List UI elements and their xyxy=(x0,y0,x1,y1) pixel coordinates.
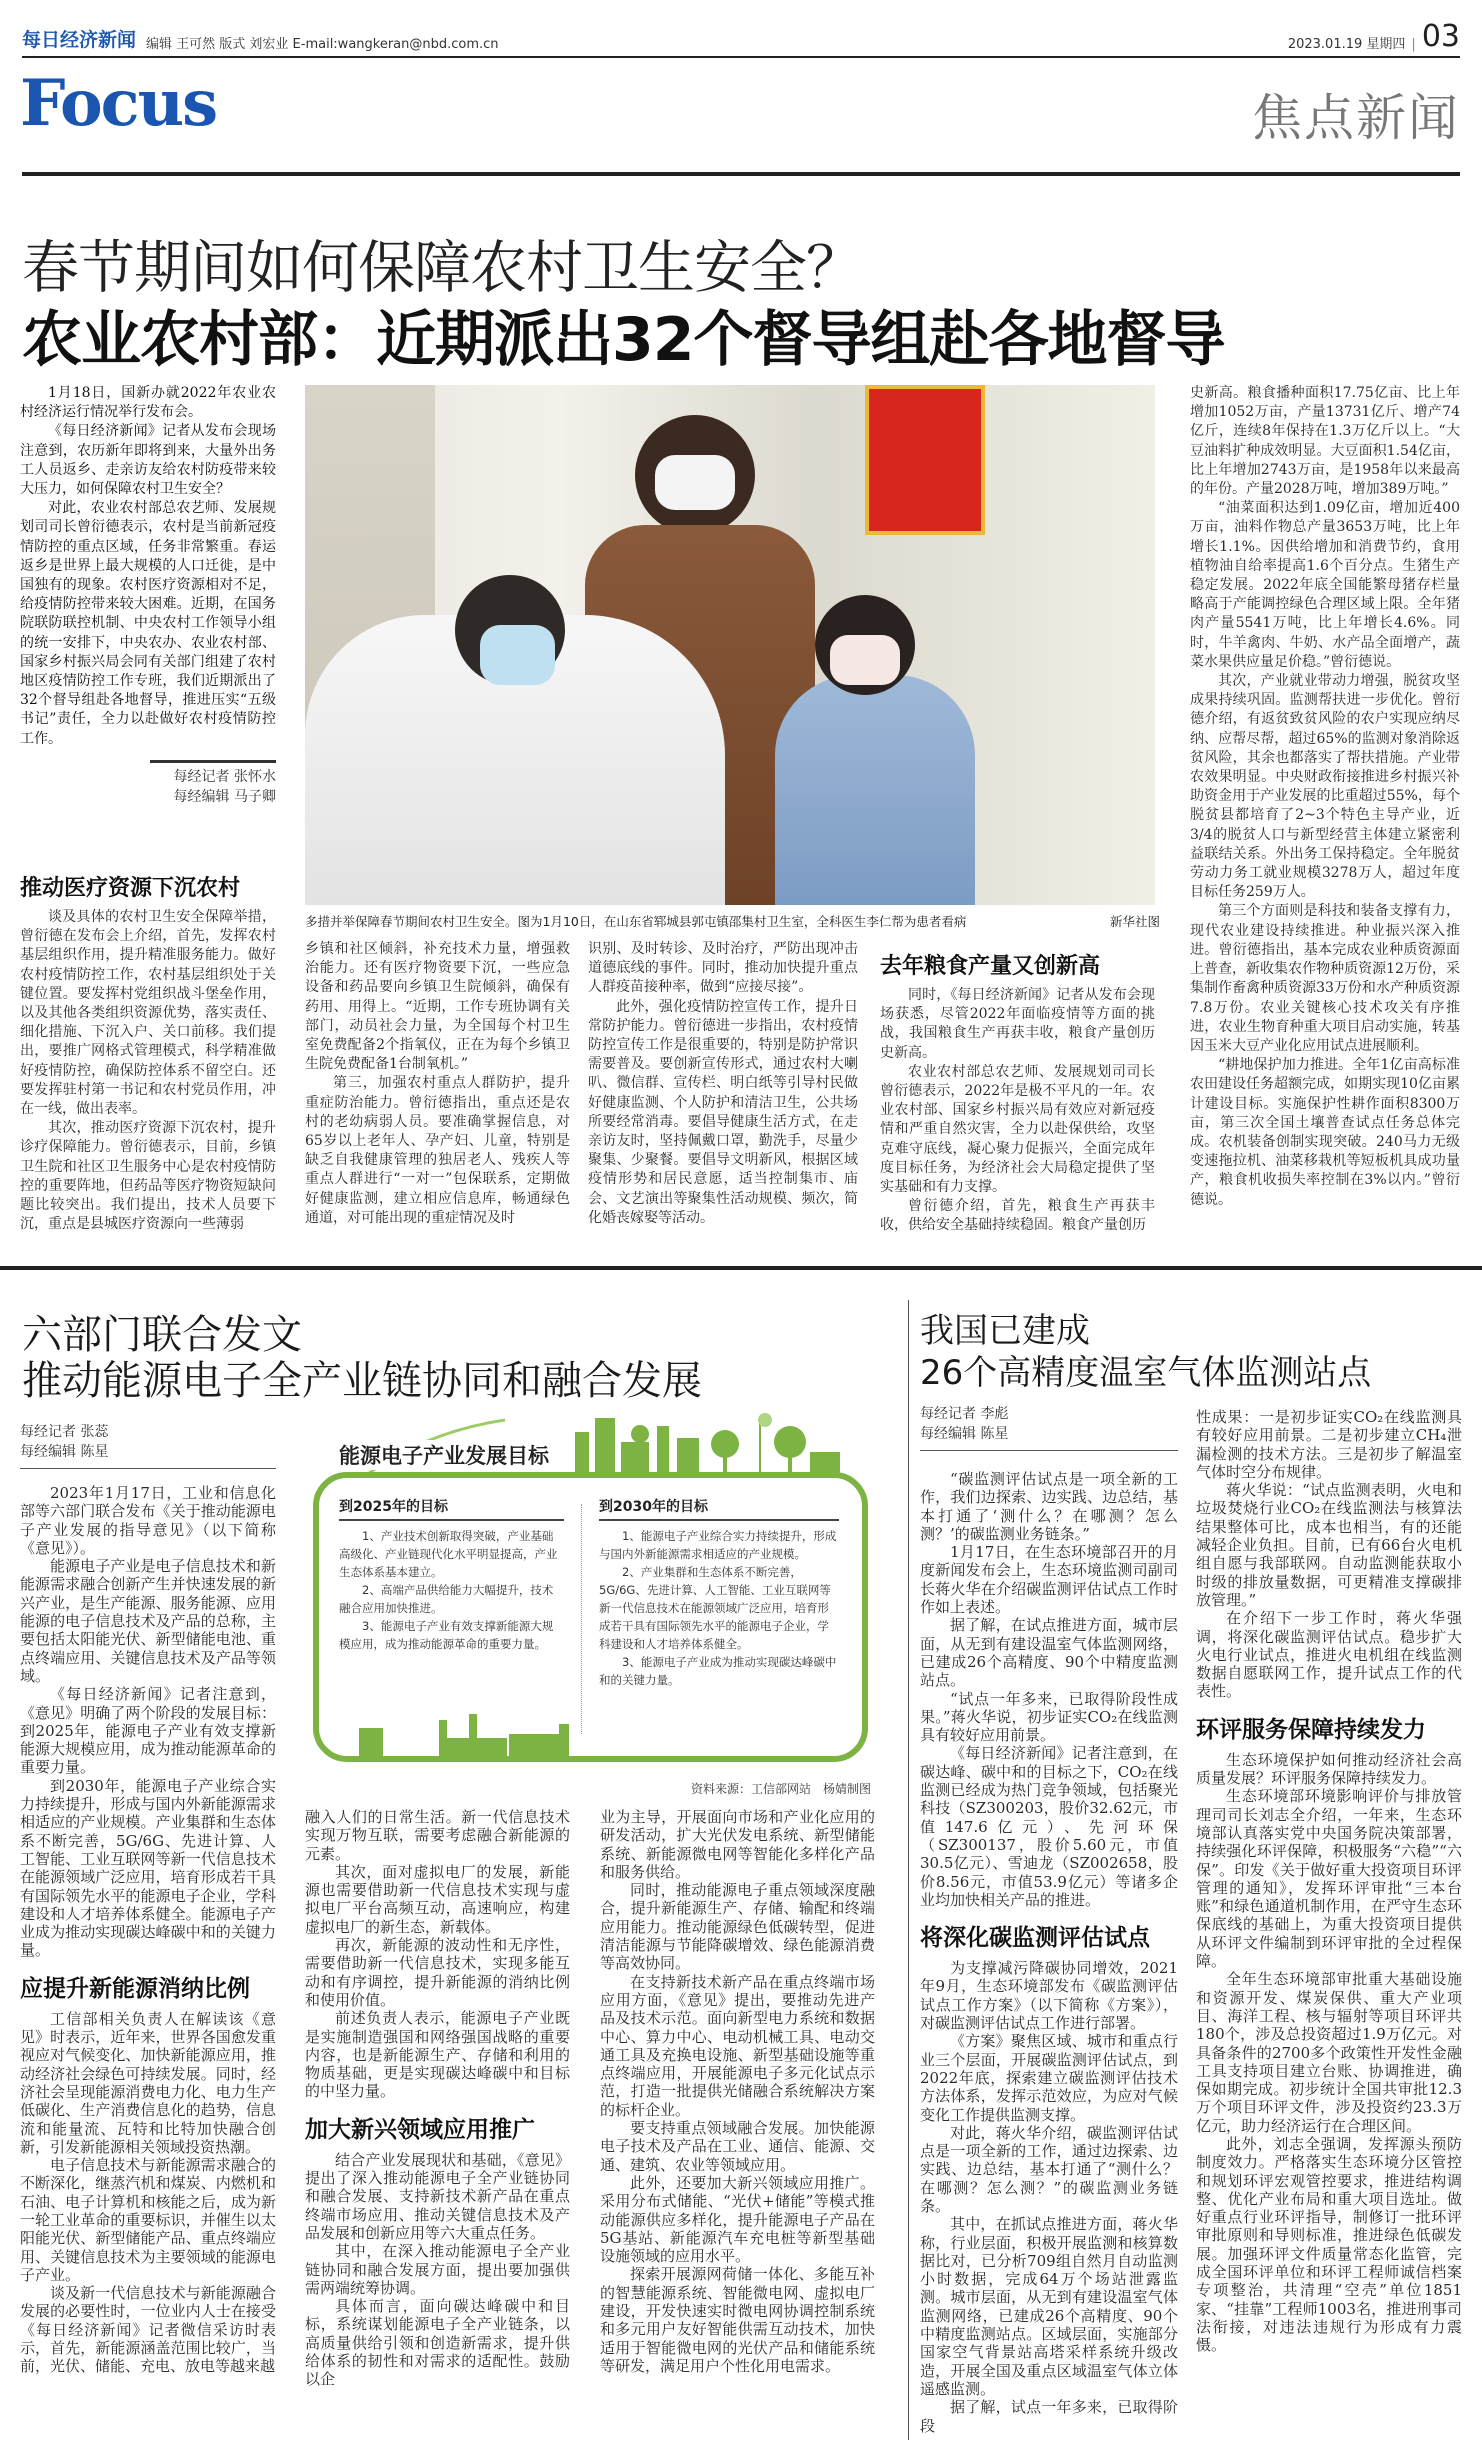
paragraph: 乡镇和社区倾斜，补充技术力量，增强救治能力。还有医疗物资要下沉，一些应急设备和药品要向乡镇卫生院倾斜，确保有药用、用得上。“近期，工作专班协调有关部门，动员社会力量，为全国每个村卫生室免费配备2个指氧仪，正在为每个乡镇卫生院免费配备1台制氧机。” xyxy=(305,941,570,1073)
paragraph: 能源电子产业是电子信息技术和新能源需求融合创新产生并快速发展的新兴产业，是生产能源、服务能源、应用能源的电子信息技术及产品的总称，主要包括太阳能光伏、新型储能电池、重点终端应用、关键信息技术及产品等领域。 xyxy=(20,1557,276,1685)
paragraph: 前述负责人表示，能源电子产业既是实施制造强国和网络强国战略的重要内容，也是新能源生产、存储和利用的物质基础，更是实现碳达峰碳中和目标的中坚力量。 xyxy=(305,2009,570,2101)
carbon-headline xyxy=(920,1310,1371,1394)
paragraph: 电子信息技术与新能源需求融合的不断深化，继蒸汽机和煤炭、内燃机和石油、电子计算机和核能之后，成为新一轮工业革命的重要标识，并催生以太阳能光伏、新型储能产品、重点终端应用、关键信息技术为主要领域的能源电子产业。 xyxy=(20,2156,276,2284)
paragraph: 1月17日，在生态环境部召开的月度新闻发布会上，生态环境监测司副司长蒋火华在介绍碳监测评估试点工作时作如上表述。 xyxy=(920,1543,1178,1617)
paragraph: 性成果：一是初步证实CO₂在线监测具有较好应用前景。二是初步建立CH₄泄漏检测的技术方法。三是初步了解温室气体时空分布规律。 xyxy=(1196,1408,1462,1481)
infographic xyxy=(305,1412,875,1797)
headline-line-2: 推动能源电子全产业链协同和融合发展 xyxy=(22,1358,702,1404)
subheading: 将深化碳监测评估试点 xyxy=(920,1925,1150,1952)
article-column xyxy=(600,1808,875,2444)
article-column xyxy=(880,950,1155,1256)
issue-date: 2023.01.19 星期四 xyxy=(1287,37,1406,52)
paragraph: 再次，新能源的波动性和无序性，需要借助新一代信息技术，实现多能互动和有序调控，提升新能源的消纳比例和使用价值。 xyxy=(305,1936,570,2009)
paragraph: 到2030年，能源电子产业综合实力持续提升，形成与国内外新能源需求相适应的产业规模。产业集群和生态体系不断完善，5G/6G、先进计算、人工智能、工业互联网等新一代信息技术在能源领域广泛应用，培育形成若干具有国际领先水平的能源电子企业，学科建设和人才培养体系健全。能源电子产业成为推动实现碳达峰碳中和的关键力量。 xyxy=(20,1776,276,1960)
byline xyxy=(150,760,276,807)
infographic-title: 能源电子产业发展目标 xyxy=(333,1440,555,1470)
paragraph: 生态环境部环境影响评价与排放管理司司长刘志全介绍，一年来，生态环境部认真落实党中央国务院决策部署，持续强化环评保障，积极服务“六稳”“六保”。印发《关于做好重大投资项目环评管理的通知》，发挥环评审批“三本台账”和绿色通道机制作用，在严守生态环保底线的基础上，为重大投资项目提供从环评文件编制到环评审批的全过程保障。 xyxy=(1196,1787,1462,1971)
infographic-source: 资料来源：工信部网站 杨婧制图 xyxy=(690,1782,871,1796)
red-couplet xyxy=(865,385,985,535)
photo-caption xyxy=(305,912,1160,930)
section-rule xyxy=(22,172,1460,176)
paragraph: 农业农村部总农艺师、发展规划司司长曾衍德表示，2022年是极不平凡的一年。农业农村部、国家乡村振兴局有效应对新冠疫情和严重自然灾害，全力以赴保供给，攻坚克难守底线，凝心聚力促振兴，全面完成年度目标任务，为经济社会大局稳定提供了坚实基础和有力支撑。 xyxy=(880,1063,1155,1196)
article-divider xyxy=(0,1266,1482,1270)
paragraph: 对此，蒋火华介绍，碳监测评估试点是一项全新的工作，通过边探索、边实践、边总结，基本打通了“测什么？在哪测？怎么测？”的碳监测业务链条。 xyxy=(920,2123,1178,2215)
caption-text: 多措并举保障春节期间农村卫生安全。图为1月10日，在山东省郓城县郭屯镇邵集村卫生室，全科医生李仁帮为患者看病 xyxy=(305,914,967,929)
paragraph: 具体而言，面向碳达峰碳中和目标，系统谋划能源电子全产业链条，以高质量供给引领和创造新需求，提升供给体系的韧性和对需求的适配性。鼓励以企 xyxy=(305,2297,570,2389)
subheading: 加大新兴领域应用推广 xyxy=(305,2116,535,2143)
paragraph: 其次，产业就业带动力增强，脱贫攻坚成果持续巩固。监测帮扶进一步优化。曾衍德介绍，有返贫致贫风险的农户实现应纳尽纳、应帮尽帮，超过65%的监测对象消除返贫风险，其余也都落实了帮扶措施。产业带农效果明显。中央财政衔接推进乡村振兴补助资金用于产业发展的比重超过55%，每个脱贫县都培育了2~3个特色主导产业，近3/4的脱贫人口与新型经营主体建立紧密利益联结关系。外出务工保持稳定。全年脱贫劳动力务工就业规模3278万人，超过年度目标任务259万人。 xyxy=(1190,673,1460,901)
goal-item: 3、能源电子产业成为推动实现碳达峰碳中和的关键力量。 xyxy=(599,1655,837,1687)
subheading: 环评服务保障持续发力 xyxy=(1196,1716,1426,1743)
goal-item: 1、产业技术创新取得突破，产业基础高级化、产业链现代化水平明显提高，产业生态体系基本建立。 xyxy=(339,1529,558,1579)
paragraph: 其中，在深入推动能源电子全产业链协同和融合发展方面，提出要加强供需两端统筹协调。 xyxy=(305,2242,570,2297)
child xyxy=(775,675,975,905)
headline-line-2: 26个高精度温室气体监测站点 xyxy=(920,1353,1372,1393)
paragraph: 此外，刘志全强调，发挥源头预防制度效力。严格落实生态环境分区管控和规划环评宏观管控要求，推进结构调整、优化产业布局和重大项目选址。做好重点行业环评指导，制修订一批环评审批原则和导则标准，推进绿色低碳发展。加强环评文件质量常态化监管，完成全国环评单位和环评工程师诚信档案专项整治，共清理“空壳”单位1851家、“挂靠”工程师1003名，推进刑事司法衔接，对违法违规行为形成有力震慑。 xyxy=(1196,2134,1462,2355)
paragraph: 此外，还要加大新兴领域应用推广。采用分布式储能、“光伏+储能”等模式推动能源供应多样化，提升能源电子产品在5G基站、新能源汽车充电桩等新型基础设施领域的应用水平。 xyxy=(600,2173,875,2266)
paragraph: 1月18日，国新办就2022年农业农村经济运行情况举行发布会。 xyxy=(20,385,276,421)
paragraph: 第三，加强农村重点人群防护，提升重症防治能力。曾衍德指出，重点还是农村的老幼病弱人员。要准确掌握信息，对65岁以上老年人、孕产妇、儿童，特别是缺乏自我健康管理的独居老人、残疾人等重点人群进行“一对一”包保联系，定期做好健康监测，建立相应信息库，畅通绿色通道，对可能出现的重症情况及时 xyxy=(305,1075,570,1226)
article-column xyxy=(1190,384,1460,1256)
goals-2025-title: 到2025年的目标 xyxy=(339,1498,564,1521)
paragraph: 史新高。粮食播种面积17.75亿亩、比上年增加1052万亩，产量13731亿斤、增产74亿斤，连续8年保持在1.3万亿斤以上。“大豆油料扩种成效明显。大豆面积1.54亿亩，比上年增加2743万亩，是1958年以来最高的年份。产量2028万吨，增加389万吨。” xyxy=(1190,385,1460,498)
paragraph: 据了解，试点一年多来，已取得阶段 xyxy=(920,2398,1178,2435)
paragraph: 在介绍下一步工作时，蒋火华强调，将深化碳监测评估试点。稳步扩大火电行业试点，推进火电机组在线监测数据自愿联网工作，提升试点工作的代表性。 xyxy=(1196,1609,1462,1701)
paragraph: 据了解，在试点推进方面，城市层面，从无到有建设温室气体监测网络，已建成26个高精度、90个中精度监测站点。 xyxy=(920,1616,1178,1690)
paragraph: 结合产业发展现状和基础，《意见》提出了深入推动能源电子全产业链协同和融合发展、支持新技术新产品在重点终端市场应用、推动关键信息技术及产品发展和创新应用等六大重点任务。 xyxy=(305,2150,570,2242)
paragraph: 为支撑减污降碳协同增效，2021年9月，生态环境部发布《碳监测评估试点工作方案》（以下简称《方案》），对碳监测评估试点工作进行部署。 xyxy=(920,1959,1178,2033)
news-photo xyxy=(305,385,1155,905)
article-column xyxy=(20,1484,276,2444)
paragraph: 对此，农业农村部总农艺师、发展规划司司长曾衍德表示，农村是当前新冠疫情防控的重点区域，任务非常繁重。春运返乡是世界上最大规模的人口迁徙，是中国独有的现象。农村医疗资源相对不足，给疫情防控带来较大困难。近期，在国务院联防联控机制、中央农村工作领导小组的统一安排下，中央农办、农业农村部、国家乡村振兴局会同有关部门组建了农村地区疫情防控工作专班，我们近期派出了32个督导组赴各地督导，推进压实“五级书记”责任，全力以赴做好农村疫情防控工作。 xyxy=(20,500,276,747)
paragraph: 全年生态环境部审批重大基础设施和资源开发、煤炭保供、重大产业项目、海洋工程、核与辐射等项目环评共180个，涉及总投资超过1.9万亿元。对具备条件的2700多个政策性开发性金融工具支持项目建立台账、协调推进，确保如期完成。初步统计全国共审批12.3万个项目环评文件，涉及投资约23.3万亿元，助力经济运行在合理区间。 xyxy=(1196,1970,1462,2135)
paragraph: 其次，推动医疗资源下沉农村，提升诊疗保障能力。曾衍德表示，目前，乡镇卫生院和社区卫生服务中心是农村疫情防控的重要阵地，但药品等医疗物资短缺问题比较突出。我们提出，技术人员要下沉，重点是县城医疗资源向一些薄弱 xyxy=(20,1120,276,1233)
headline-line-1: 六部门联合发文 xyxy=(22,1312,302,1358)
date-block: 2023.01.19 星期四 | 03 xyxy=(1287,19,1460,54)
column-divider xyxy=(908,1300,909,2440)
article-column xyxy=(588,940,858,1256)
reporter: 每经记者 张蕊 xyxy=(20,1424,109,1440)
editor: 每经编辑 马子卿 xyxy=(173,789,276,805)
goal-item: 3、能源电子产业有效支撑新能源大规模应用，成为推动能源革命的重要力量。 xyxy=(339,1619,554,1651)
paragraph: 同时，推动能源电子重点领域深度融合，提升新能源生产、存储、输配和终端应用能力。推动能源绿色低碳转型，促进清洁能源与节能降碳增效、绿色能源消费等高效协同。 xyxy=(600,1881,875,1973)
goal-item: 1、能源电子产业综合实力持续提升，形成与国内外新能源需求相适应的产业规模。 xyxy=(599,1529,837,1561)
headline-main: 农业农村部：近期派出32个督导组赴各地督导 xyxy=(22,305,1225,375)
paragraph: “耕地保护加力推进。全年1亿亩高标准农田建设任务超额完成，如期实现10亿亩累计建设目标。实施保护性耕作面积8300万亩，第三次全国土壤普查试点任务总体完成。农机装备创制实现突破。240马力无级变速拖拉机、油菜移栽机等短板机具成功量产，粮食机收损失率控制在3%以内。”曾衍德说。 xyxy=(1190,1057,1460,1208)
subheading: 应提升新能源消纳比例 xyxy=(20,1975,250,2002)
editor: 每经编辑 陈星 xyxy=(20,1444,109,1460)
paragraph: 《每日经济新闻》记者注意到，《意见》明确了两个阶段的发展目标：到2025年，能源电子产业有效支撑新能源大规模应用，成为推动能源革命的重要力量。 xyxy=(20,1685,276,1777)
editor: 每经编辑 陈星 xyxy=(920,1426,1009,1442)
paragraph: 此外，强化疫情防控宣传工作，提升日常防护能力。曾衍德进一步指出，农村疫情防控宣传工作是很重要的，特别是防护常识需要普及。要创新宣传形式，通过农村大喇叭、微信群、宣传栏、明白纸等引导村民做好健康监测、个人防护和清洁卫生，公共场所要经常消毒。要倡导健康生活方式，在走亲访友时，坚持佩戴口罩，勤洗手，尽量少聚集、少聚餐。要倡导文明新风，根据区域疫情形势和居民意愿，适当控制集市、庙会、文艺演出等聚集性活动规模、频次，简化婚丧嫁娶等活动。 xyxy=(588,998,858,1226)
paragraph: 蒋火华说：“试点监测表明，火电和垃圾焚烧行业CO₂在线监测法与核算法结果整体可比，成本也相当，有的还能减轻企业负担。目前，已有66台火电机组自愿与我部联网。自动监测能获取小时级的排放量数据，可更精准支撑碳排放管理。” xyxy=(1196,1481,1462,1609)
goals-2030 xyxy=(599,1498,839,1689)
article-column xyxy=(305,940,570,1256)
paragraph: 识别、及时转诊、及时治疗，严防出现冲击道德底线的事件。同时，推动加快提升重点人群疫苗接种率，做到“应接尽接”。 xyxy=(588,941,858,996)
page-number: 03 xyxy=(1421,19,1460,54)
paragraph: 探索开展源网荷储一体化、多能互补的智慧能源系统、智能微电网、虚拟电厂建设，开发快速实时微电网协调控制系统和多元用户友好智能供需互动技术，加快适用于智能微电网的光伏产品和储能系统等研发，满足用户个性化用电需求。 xyxy=(600,2265,875,2375)
paragraph: 谈及新一代信息技术与新能源融合发展的必要性时，一位业内人士在接受《每日经济新闻》记者微信采访时表示，首先，新能源涵盖范围比较广，当前，光伏、储能、充电、放电等越来越 xyxy=(20,2284,276,2376)
paragraph: 融入人们的日常生活。新一代信息技术实现万物互联，需要考虑融合新能源的元素。 xyxy=(305,1808,570,1863)
article-column xyxy=(1196,1408,1462,2444)
subheading: 去年粮食产量又创新高 xyxy=(880,954,1101,979)
editor-credits: 编辑 王可然 版式 刘宏业 E-mail:wangkeran@nbd.com.cn xyxy=(146,37,499,52)
factory-illustration xyxy=(359,1710,589,1760)
paragraph: 业为主导，开展面向市场和产业化应用的研发活动，扩大光伏发电系统、新型储能系统、新能源微电网等智能化多样化产品和服务供给。 xyxy=(600,1808,875,1881)
paragraph: 《每日经济新闻》记者注意到，在碳达峰、碳中和的目标之下，CO₂在线监测已经成为热门竞争领域，包括聚光科技（SZ300203，股价32.62元，市值147.6亿元）、先河环保（SZ300137，股价5.60元，市值30.5亿元）、雪迪龙（SZ002658，股价8.56元，市值53.9亿元）等诸多企业均加快相关产品的推进。 xyxy=(920,1744,1178,1909)
energy-headline xyxy=(22,1312,702,1404)
goal-item: 2、高端产品供给能力大幅提升，技术融合应用加快推进。 xyxy=(339,1583,554,1615)
photo-credit: 新华社图 xyxy=(1109,914,1160,929)
lead-column xyxy=(20,384,276,754)
paragraph: 2023年1月17日，工业和信息化部等六部门联合发布《关于推动能源电子产业发展的指导意见》（以下简称《意见》）。 xyxy=(20,1484,276,1557)
section-name: 焦点新闻 xyxy=(1252,89,1460,147)
paragraph: “油菜面积达到1.09亿亩，增加近400万亩，油料作物总产量3653万吨，比上年增长1.1%。因供给增加和消费节约，食用植物油自给率提高1.6个百分点。生猪生产稳定发展。2022年底全国能繁母猪存栏量略高于产能调控绿色合理区域上限。全年猪肉产量5541万吨，比上年增长4.6%。同时，牛羊禽肉、牛奶、水产品全面增产，蔬菜水果供应量足价稳。”曾衍德说。 xyxy=(1190,500,1460,670)
page-header xyxy=(22,19,1460,54)
goal-item: 2、产业集群和生态体系不断完善，5G/6G、先进计算、人工智能、工业互联网等新一代信息技术在能源领域广泛应用，培育形成若干具有国际领先水平的能源电子企业，学科建设和人才培养体系健全。 xyxy=(599,1565,831,1651)
paragraph: 在支持新技术新产品在重点终端市场应用方面，《意见》提出，要推动先进产品及技术示范。面向新型电力系统和数据中心、算力中心、电动机械工具、电动交通工具及充换电设施、新型基础设施等重点终端应用，开展能源电子多元化试点示范，打造一批提供光储融合系统解决方案的标杆企业。 xyxy=(600,1972,875,2119)
paragraph: 同时，《每日经济新闻》记者从发布会现场获悉，尽管2022年面临疫情等方面的挑战，我国粮食生产再获丰收，粮食产量创历史新高。 xyxy=(880,987,1155,1061)
reporter: 每经记者 张怀水 xyxy=(173,769,276,785)
paragraph: 要支持重点领域融合发展。加快能源电子技术及产品在工业、通信、能源、交通、建筑、农业等领域应用。 xyxy=(600,2119,875,2174)
goals-box xyxy=(313,1472,868,1762)
article-column xyxy=(20,872,276,1256)
paragraph: 其次，面对虚拟电厂的发展，新能源也需要借助新一代信息技术实现与虚拟电厂平台高频互动，高速响应，构建虚拟电厂的新生态，新载体。 xyxy=(305,1862,570,1936)
paragraph: 《每日经济新闻》记者从发布会现场注意到，农历新年即将到来，大量外出务工人员返乡、走亲访友给农村防疫带来较大压力，如何保障农村卫生安全？ xyxy=(20,423,276,498)
goals-2025 xyxy=(339,1498,564,1653)
reporter: 每经记者 李彪 xyxy=(920,1406,1009,1422)
byline xyxy=(20,1422,276,1469)
paragraph: 曾衍德介绍，首先，粮食生产再获丰收，供给安全基础持续稳固。粮食产量创历 xyxy=(880,1198,1155,1234)
paragraph: 生态环境保护如何推动经济社会高质量发展？环评服务保障持续发力。 xyxy=(1196,1750,1462,1788)
paragraph: 谈及具体的农村卫生安全保障举措，曾衍德在发布会上介绍，首先，发挥农村基层组织作用，提升精准服务能力。做好农村疫情防控工作，农村基层组织处于关键位置。要发挥村党组织战斗堡垒作用，以及其他各类组织资源优势，落实责任、细化措施、下沉入户、关口前移。我们提出，要推广网格式管理模式，科学精准做好疫情防控，确保防控体系不留空白。还要发挥驻村第一书记和农村党员作用，冲在一线，做出表率。 xyxy=(20,909,276,1118)
paragraph: “试点一年多来，已取得阶段性成果。”蒋火华说，初步证实CO₂在线监测具有较好应用前景。 xyxy=(920,1689,1178,1745)
headline-kicker: 春节期间如何保障农村卫生安全？ xyxy=(22,235,862,301)
paragraph: “碳监测评估试点是一项全新的工作，我们边探索、边实践、边总结，基本打通了‘测什么？在哪测？怎么测？’的碳监测业务链条。” xyxy=(920,1470,1178,1543)
paragraph: 其中，在抓试点推进方面，蒋火华称，行业层面，积极开展监测和核算数据比对，已分析709组自然月自动监测小时数据，完成64万个场站泄露监测。城市层面，从无到有建设温室气体监测网络，已建成26个高精度、90个中精度监测站点。区域层面，实施部分国家空气背景站高塔采样系统升级改造，开展全国及重点区域温室气体立体遥感监测。 xyxy=(920,2215,1178,2398)
article-column xyxy=(305,1808,570,2444)
paragraph: 第三个方面则是科技和装备支撑有力，现代农业建设持续推进。种业振兴深入推进。曾衍德指出，基本完成农业种质资源面上普查，新收集农作物种质资源12万份，采集制作畜禽种质资源33万份和水产种质资源7.8万份。农业关键核心技术攻关有序推进，农业生物育种重大项目启动实施，转基因玉米大豆产业化应用试点进展顺利。 xyxy=(1190,903,1460,1054)
article-column xyxy=(920,1470,1178,2444)
goals-2030-title: 到2030年的目标 xyxy=(599,1498,839,1521)
header-rule xyxy=(22,56,1460,58)
paragraph: 《方案》聚焦区域、城市和重点行业三个层面，开展碳监测评估试点，到2022年底，探索建立碳监测评估技术方法体系，发挥示范效应，为应对气候变化工作提供监测支撑。 xyxy=(920,2032,1178,2124)
byline xyxy=(920,1404,1178,1451)
section-logo: Focus xyxy=(20,66,217,141)
headline-line-1: 我国已建成 xyxy=(920,1311,1090,1351)
subheading: 推动医疗资源下沉农村 xyxy=(20,876,241,901)
paragraph: 工信部相关负责人在解读该《意见》时表示，近年来，世界各国愈发重视应对气候变化、加快新能源应用，推动经济社会绿色可持续发展。同时，经济社会呈现能源消费电力化、电力生产低碳化、生产消费信息化的趋势，信息流和能量流、瓦特和比特加快融合创新，引发新能源相关领域投资热潮。 xyxy=(20,2009,276,2156)
newspaper-brand: 每日经济新闻 xyxy=(22,29,137,51)
